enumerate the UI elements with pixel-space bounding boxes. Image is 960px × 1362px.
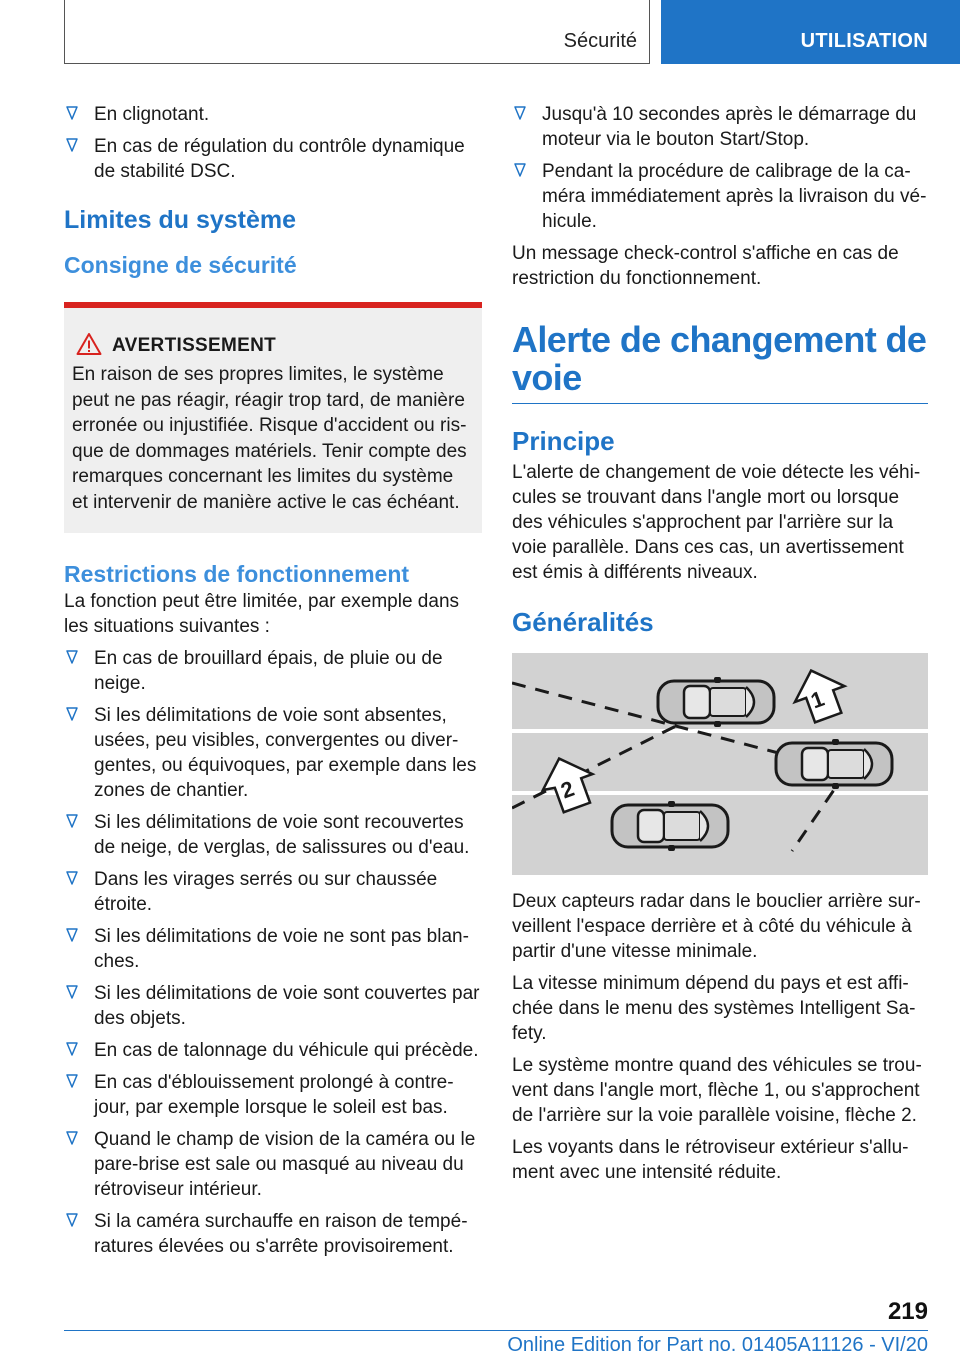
- heading-restrictions: Restrictions de fonctionnement: [64, 561, 410, 587]
- warning-triangle-icon: [76, 332, 102, 356]
- restrictions-intro: La fonction peut être limitée, par exemple dans les situations suivantes :: [64, 591, 460, 637]
- chapter-title: UTILISATION: [800, 30, 928, 52]
- triangle-bullet-icon: [513, 162, 527, 180]
- triangle-bullet-icon: [65, 105, 79, 123]
- list-item: Si les délimitations de voie sont couvertes par des objets.: [64, 981, 482, 1031]
- car-icon: [776, 739, 892, 789]
- triangle-bullet-icon: [65, 984, 79, 1002]
- triangle-bullet-icon: [65, 1130, 79, 1148]
- list-item: Pendant la procédure de calibrage de la caméra immédiatement après la livraison du véhicule.: [512, 159, 928, 234]
- heading-safety-notice: Consigne de sécurité: [64, 252, 297, 278]
- footer-divider: [64, 1330, 928, 1331]
- triangle-bullet-icon: [65, 1073, 79, 1091]
- list-item: En cas de brouillard épais, de pluie ou de neige.: [64, 646, 482, 696]
- check-control-note: Un message check-control s'affiche en cas de restriction du fonctionnement.: [512, 243, 899, 289]
- triangle-bullet-icon: [65, 706, 79, 724]
- principle-text: L'alerte de changement de voie détecte les véhicules se trouvant dans l'angle mort ou lorsque des véhicules s'approchent par l'arrière sur la voie parallèle. Dans ces cas, un avertissement est émis à différents niveaux.: [512, 462, 921, 583]
- triangle-bullet-icon: [65, 870, 79, 888]
- list-item: Dans les virages serrés ou sur chaussée étroite.: [64, 867, 482, 917]
- restrictions-list: [64, 646, 482, 1259]
- heading-lane-change-warning: Alerte de changement de voie: [512, 321, 928, 404]
- list-item: En cas de talonnage du véhicule qui précède.: [64, 1038, 482, 1063]
- heading-principle: Principe: [512, 426, 615, 456]
- car-icon: [658, 677, 774, 727]
- section-title: Sécurité: [563, 30, 637, 52]
- triangle-bullet-icon: [65, 649, 79, 667]
- list-item: En cas de régulation du contrôle dynamique de stabilité DSC.: [64, 134, 482, 184]
- paragraph: Deux capteurs radar dans le bouclier arrière surveillent l'espace derrière et à côté du véhicule à partir d'une vitesse minimale.: [512, 891, 921, 962]
- warning-text: En raison de ses propres limites, le système peut ne pas réagir, réagir trop tard, de manière erronée ou injustifiée. Risque d'accident ou risque de dommages matériels. Tenir compte des remarques concernant les limites du système et intervenir de manière active le cas échéant.: [72, 364, 467, 513]
- bullet-list-top-left: [64, 102, 482, 184]
- bullet-list-top-right: [512, 102, 928, 234]
- warning-box: [64, 302, 482, 533]
- chapter-tab: [661, 0, 960, 64]
- paragraph: Le système montre quand des véhicules se trouvent dans l'angle mort, flèche 1, ou s'approchent de l'arrière sur la voie parallèle voisine, flèche 2.: [512, 1055, 922, 1126]
- left-column: [64, 102, 482, 1266]
- heading-system-limits: Limites du système: [64, 206, 297, 234]
- svg-text:2: 2: [557, 775, 578, 804]
- list-item: En clignotant.: [64, 102, 482, 127]
- page-number: 219: [887, 1298, 928, 1325]
- list-item: Si les délimitations de voie sont absentes, usées, peu visibles, convergentes ou divergentes, ou équivoques, par exemple dans les zones de chantier.: [64, 703, 482, 803]
- car-icon: [612, 801, 728, 851]
- triangle-bullet-icon: [65, 137, 79, 155]
- list-item: Si la caméra surchauffe en raison de températures élevées ou s'arrête provisoirement.: [64, 1209, 482, 1259]
- svg-text:1: 1: [807, 685, 828, 714]
- list-item: Si les délimitations de voie ne sont pas blanches.: [64, 924, 482, 974]
- paragraph: Les voyants dans le rétroviseur extérieur s'allument avec une intensité réduite.: [512, 1137, 909, 1183]
- list-item: Quand le champ de vision de la caméra ou le pare-brise est sale ou masqué au niveau du rétroviseur intérieur.: [64, 1127, 482, 1202]
- list-item: Si les délimitations de voie sont recouvertes de neige, de verglas, de salissures ou d'eau.: [64, 810, 482, 860]
- edition-line: Online Edition for Part no. 01405A11126 - VI/20: [507, 1334, 928, 1356]
- page-header-left: [64, 0, 650, 64]
- list-item: Jusqu'à 10 secondes après le démarrage du moteur via le bouton Start/Stop.: [512, 102, 928, 152]
- triangle-bullet-icon: [65, 927, 79, 945]
- list-item: En cas d'éblouissement prolongé à contre-jour, par exemple lorsque le soleil est bas.: [64, 1070, 482, 1120]
- heading-general: Généralités: [512, 607, 654, 637]
- triangle-bullet-icon: [513, 105, 527, 123]
- lane-change-illustration: [512, 653, 928, 875]
- triangle-bullet-icon: [65, 813, 79, 831]
- warning-title: AVERTISSEMENT: [72, 334, 474, 358]
- triangle-bullet-icon: [65, 1041, 79, 1059]
- right-column: [512, 102, 928, 1192]
- paragraph: La vitesse minimum dépend du pays et est affichée dans le menu des systèmes Intelligent Safety.: [512, 973, 916, 1044]
- triangle-bullet-icon: [65, 1212, 79, 1230]
